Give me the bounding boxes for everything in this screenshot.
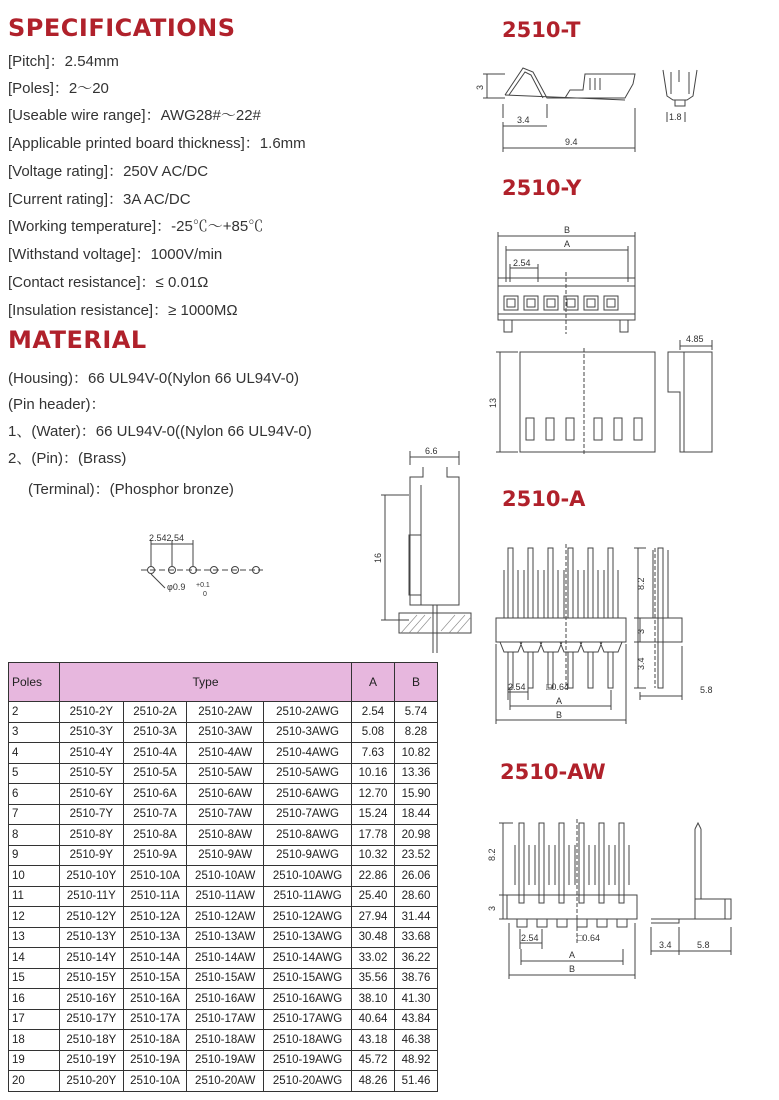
poles-cell: 12 [9, 907, 60, 928]
table-row [9, 1050, 438, 1071]
poles-cell: 14 [9, 948, 60, 969]
a-b-dim: B [556, 710, 563, 720]
b-value-cell: 31.44 [395, 907, 438, 928]
poles-cell: 13 [9, 927, 60, 948]
table-row [9, 866, 438, 887]
y-pitch-dim: 2.54 [513, 258, 531, 268]
a-pin-size-dim: □0.64 [546, 682, 569, 692]
type-y-cell: 2510-7Y [60, 804, 124, 825]
type-awg-cell: 2510-3AWG [264, 722, 352, 743]
table-row [9, 722, 438, 743]
a-value-cell: 10.16 [352, 763, 395, 784]
spec-voltage-rating: [Voltage rating]：250V AC/DC [8, 163, 209, 180]
b-value-cell: 10.82 [395, 743, 438, 764]
type-a-cell: 2510-10A [123, 866, 187, 887]
a-value-cell: 7.63 [352, 743, 395, 764]
type-y-cell: 2510-5Y [60, 763, 124, 784]
poles-cell: 5 [9, 763, 60, 784]
b-value-cell: 8.28 [395, 722, 438, 743]
table-row [9, 948, 438, 969]
poles-cell: 10 [9, 866, 60, 887]
spec-pitch: [Pitch]：2.54mm [8, 53, 119, 70]
type-a-cell: 2510-7A [123, 804, 187, 825]
type-y-cell: 2510-12Y [60, 907, 124, 928]
type-y-cell: 2510-2Y [60, 702, 124, 723]
type-a-cell: 2510-2A [123, 702, 187, 723]
table-row [9, 1030, 438, 1051]
t-width-dim: 1.8 [669, 112, 682, 122]
type-aw-cell: 2510-12AW [187, 907, 264, 928]
type-y-cell: 2510-10Y [60, 866, 124, 887]
y-depth-dim: 4.85 [686, 334, 704, 344]
type-y-cell: 2510-15Y [60, 968, 124, 989]
type-y-cell: 2510-14Y [60, 948, 124, 969]
table-row [9, 845, 438, 866]
poles-cell: 2 [9, 702, 60, 723]
type-y-cell: 2510-18Y [60, 1030, 124, 1051]
table-row [9, 1071, 438, 1092]
a-value-cell: 22.86 [352, 866, 395, 887]
spec-current-rating: [Current rating]：3A AC/DC [8, 191, 191, 208]
type-y-cell: 2510-3Y [60, 722, 124, 743]
type-awg-cell: 2510-11AWG [264, 886, 352, 907]
a-bottom-dim: 3.4 [636, 657, 646, 670]
a-top-dim: 8.2 [636, 577, 646, 590]
type-awg-cell: 2510-5AWG [264, 763, 352, 784]
type-a-cell: 2510-13A [123, 927, 187, 948]
poles-cell: 9 [9, 845, 60, 866]
a-value-cell: 35.56 [352, 968, 395, 989]
a-value-cell: 27.94 [352, 907, 395, 928]
table-row [9, 1009, 438, 1030]
material-pin-header: (Pin header)： [8, 396, 106, 413]
aw-mid-dim: 3 [487, 905, 497, 911]
spec-poles: [Poles]：2～20 [8, 80, 109, 97]
type-y-cell: 2510-16Y [60, 989, 124, 1010]
type-awg-cell: 2510-6AWG [264, 784, 352, 805]
b-value-cell: 33.68 [395, 927, 438, 948]
t-length-dim: 9.4 [565, 137, 578, 147]
a-value-cell: 17.78 [352, 825, 395, 846]
table-row [9, 743, 438, 764]
b-value-cell: 26.06 [395, 866, 438, 887]
a-value-cell: 5.08 [352, 722, 395, 743]
header-2510-a-drawing [490, 540, 775, 730]
table-row [9, 989, 438, 1010]
type-aw-cell: 2510-17AW [187, 1009, 264, 1030]
aw-b-dim: B [569, 964, 576, 974]
type-aw-cell: 2510-20AW [187, 1071, 264, 1092]
t-front-dim: 3.4 [517, 115, 530, 125]
type-aw-cell: 2510-14AW [187, 948, 264, 969]
spec-insulation-resistance: [Insulation resistance]：≥ 1000MΩ [8, 302, 238, 319]
type-aw-cell: 2510-18AW [187, 1030, 264, 1051]
side-view-drawing [365, 445, 475, 660]
type-awg-cell: 2510-20AWG [264, 1071, 352, 1092]
type-awg-cell: 2510-9AWG [264, 845, 352, 866]
type-aw-cell: 2510-19AW [187, 1050, 264, 1071]
table-row [9, 886, 438, 907]
side-width-dim: 6.6 [425, 446, 438, 456]
type-awg-cell: 2510-14AWG [264, 948, 352, 969]
table-row [9, 702, 438, 723]
type-a-cell: 2510-6A [123, 784, 187, 805]
type-a-cell: 2510-4A [123, 743, 187, 764]
a-a-dim: A [556, 696, 563, 706]
table-row [9, 968, 438, 989]
aw-pin-size-dim: □0.64 [577, 933, 600, 943]
type-awg-cell: 2510-10AWG [264, 866, 352, 887]
poles-cell: 6 [9, 784, 60, 805]
type-aw-cell: 2510-8AW [187, 825, 264, 846]
b-value-cell: 5.74 [395, 702, 438, 723]
type-aw-cell: 2510-16AW [187, 989, 264, 1010]
hole-tolerance-plus: +0.1 [196, 582, 210, 589]
a-value-cell: 45.72 [352, 1050, 395, 1071]
hole-pitch-dim: 2.542.54 [149, 533, 185, 543]
type-awg-cell: 2510-8AWG [264, 825, 352, 846]
poles-cell: 7 [9, 804, 60, 825]
model-2510-t-title: 2510-T [502, 18, 581, 42]
a-value-cell: 40.64 [352, 1009, 395, 1030]
type-awg-cell: 2510-18AWG [264, 1030, 352, 1051]
b-value-cell: 18.44 [395, 804, 438, 825]
b-value-cell: 36.22 [395, 948, 438, 969]
poles-cell: 20 [9, 1071, 60, 1092]
type-y-cell: 2510-13Y [60, 927, 124, 948]
type-y-cell: 2510-11Y [60, 886, 124, 907]
type-y-cell: 2510-6Y [60, 784, 124, 805]
poles-cell: 4 [9, 743, 60, 764]
type-awg-cell: 2510-17AWG [264, 1009, 352, 1030]
type-awg-cell: 2510-4AWG [264, 743, 352, 764]
type-a-cell: 2510-15A [123, 968, 187, 989]
aw-side1-dim: 3.4 [659, 940, 672, 950]
type-a-cell: 2510-5A [123, 763, 187, 784]
hole-tolerance-minus: 0 [203, 591, 207, 598]
spec-board-thickness: [Applicable printed board thickness]：1.6mm [8, 135, 306, 152]
header-2510-aw-drawing [465, 815, 775, 990]
b-value-cell: 28.60 [395, 886, 438, 907]
type-aw-cell: 2510-10AW [187, 866, 264, 887]
aw-pitch-dim: 2.54 [521, 933, 539, 943]
a-value-cell: 12.70 [352, 784, 395, 805]
type-y-cell: 2510-4Y [60, 743, 124, 764]
model-2510-aw-title: 2510-AW [500, 760, 606, 784]
b-value-cell: 38.76 [395, 968, 438, 989]
b-value-cell: 43.84 [395, 1009, 438, 1030]
type-awg-cell: 2510-12AWG [264, 907, 352, 928]
spec-contact-resistance: [Contact resistance]：≤ 0.01Ω [8, 274, 209, 291]
type-aw-cell: 2510-4AW [187, 743, 264, 764]
a-value-cell: 30.48 [352, 927, 395, 948]
a-pitch-dim: 2.54 [508, 682, 526, 692]
type-awg-cell: 2510-13AWG [264, 927, 352, 948]
b-value-cell: 20.98 [395, 825, 438, 846]
b-value-cell: 41.30 [395, 989, 438, 1010]
type-a-cell: 2510-14A [123, 948, 187, 969]
poles-cell: 18 [9, 1030, 60, 1051]
type-y-cell: 2510-9Y [60, 845, 124, 866]
a-value-cell: 25.40 [352, 886, 395, 907]
a-value-cell: 33.02 [352, 948, 395, 969]
type-a-cell: 2510-12A [123, 907, 187, 928]
type-aw-cell: 2510-11AW [187, 886, 264, 907]
type-awg-cell: 2510-16AWG [264, 989, 352, 1010]
table-header-row [9, 663, 438, 702]
type-aw-cell: 2510-6AW [187, 784, 264, 805]
material-pin: 2、(Pin)：(Brass) [8, 450, 127, 467]
table-row [9, 804, 438, 825]
type-a-cell: 2510-10A [123, 1071, 187, 1092]
type-a-cell: 2510-18A [123, 1030, 187, 1051]
side-height-dim: 16 [373, 552, 383, 563]
type-a-cell: 2510-9A [123, 845, 187, 866]
spec-working-temperature: [Working temperature]：-25℃～+85℃ [8, 218, 264, 235]
b-value-cell: 15.90 [395, 784, 438, 805]
poles-cell: 11 [9, 886, 60, 907]
type-awg-cell: 2510-2AWG [264, 702, 352, 723]
poles-cell: 16 [9, 989, 60, 1010]
type-awg-cell: 2510-19AWG [264, 1050, 352, 1071]
pcb-hole-pattern-drawing [135, 530, 275, 605]
poles-cell: 8 [9, 825, 60, 846]
type-y-cell: 2510-8Y [60, 825, 124, 846]
housing-2510-y-drawing [480, 222, 775, 467]
table-row [9, 825, 438, 846]
table-row [9, 907, 438, 928]
a-value-cell: 43.18 [352, 1030, 395, 1051]
table-body [9, 702, 438, 1092]
specifications-heading: SPECIFICATIONS [8, 14, 236, 42]
material-housing: (Housing)：66 UL94V-0(Nylon 66 UL94V-0) [8, 370, 299, 387]
type-a-cell: 2510-16A [123, 989, 187, 1010]
type-awg-cell: 2510-15AWG [264, 968, 352, 989]
type-y-cell: 2510-17Y [60, 1009, 124, 1030]
aw-top-dim: 8.2 [487, 848, 497, 861]
model-2510-y-title: 2510-Y [502, 176, 582, 200]
aw-side2-dim: 5.8 [697, 940, 710, 950]
type-y-cell: 2510-19Y [60, 1050, 124, 1071]
header-a: A [352, 663, 395, 702]
type-table [8, 662, 438, 1092]
hole-diameter-dim: φ0.9 [167, 582, 186, 592]
y-a-dim: A [564, 239, 571, 249]
type-a-cell: 2510-17A [123, 1009, 187, 1030]
terminal-2510-t-drawing [475, 60, 775, 160]
type-aw-cell: 2510-15AW [187, 968, 264, 989]
aw-a-dim: A [569, 950, 576, 960]
a-value-cell: 10.32 [352, 845, 395, 866]
a-value-cell: 48.26 [352, 1071, 395, 1092]
spec-withstand-voltage: [Withstand voltage]：1000V/min [8, 246, 223, 263]
poles-cell: 17 [9, 1009, 60, 1030]
b-value-cell: 46.38 [395, 1030, 438, 1051]
poles-cell: 15 [9, 968, 60, 989]
type-y-cell: 2510-20Y [60, 1071, 124, 1092]
header-poles: Poles [9, 663, 60, 702]
t-height-dim: 3 [475, 84, 485, 90]
header-b: B [395, 663, 438, 702]
material-water: 1、(Water)：66 UL94V-0((Nylon 66 UL94V-0) [8, 423, 312, 440]
type-aw-cell: 2510-5AW [187, 763, 264, 784]
header-type: Type [60, 663, 352, 702]
a-value-cell: 38.10 [352, 989, 395, 1010]
poles-cell: 19 [9, 1050, 60, 1071]
table-row [9, 763, 438, 784]
y-b-dim: B [564, 225, 571, 235]
a-value-cell: 2.54 [352, 702, 395, 723]
model-2510-a-title: 2510-A [502, 487, 586, 511]
type-aw-cell: 2510-3AW [187, 722, 264, 743]
table-row [9, 784, 438, 805]
type-aw-cell: 2510-2AW [187, 702, 264, 723]
spec-wire-range: [Useable wire range]：AWG28#～22# [8, 107, 261, 124]
type-a-cell: 2510-19A [123, 1050, 187, 1071]
b-value-cell: 13.36 [395, 763, 438, 784]
a-side-dim: 5.8 [700, 685, 713, 695]
a-mid-dim: 3 [636, 628, 646, 634]
b-value-cell: 23.52 [395, 845, 438, 866]
type-a-cell: 2510-11A [123, 886, 187, 907]
material-terminal: (Terminal)：(Phosphor bronze) [28, 481, 234, 498]
b-value-cell: 48.92 [395, 1050, 438, 1071]
type-aw-cell: 2510-7AW [187, 804, 264, 825]
type-aw-cell: 2510-9AW [187, 845, 264, 866]
y-height-dim: 13 [488, 397, 498, 408]
type-awg-cell: 2510-7AWG [264, 804, 352, 825]
material-heading: MATERIAL [8, 326, 147, 354]
poles-cell: 3 [9, 722, 60, 743]
b-value-cell: 51.46 [395, 1071, 438, 1092]
table-row [9, 927, 438, 948]
type-a-cell: 2510-3A [123, 722, 187, 743]
type-a-cell: 2510-8A [123, 825, 187, 846]
a-value-cell: 15.24 [352, 804, 395, 825]
type-aw-cell: 2510-13AW [187, 927, 264, 948]
